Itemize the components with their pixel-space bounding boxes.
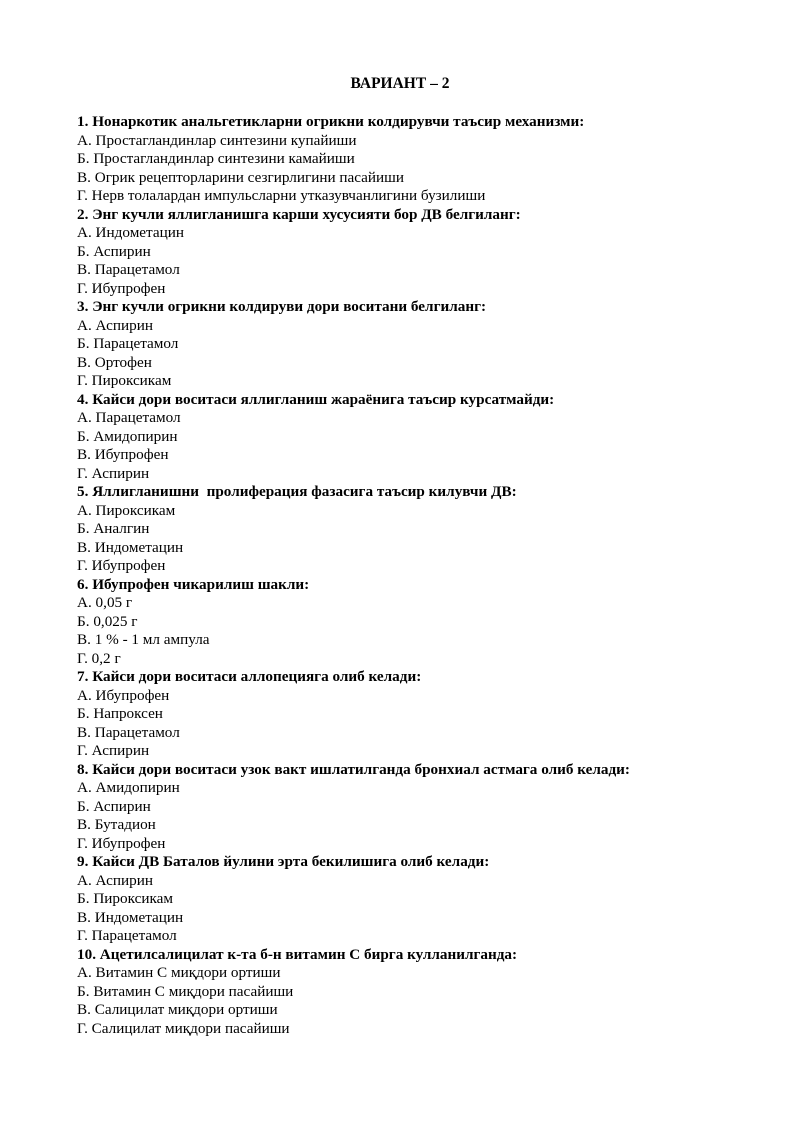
answer-option: В. Огрик рецепторларини сезгирлигини пасайиши	[77, 168, 404, 186]
answer-option: В. Ортофен	[77, 353, 152, 371]
answer-option: В. 1 % - 1 мл ампула	[77, 631, 210, 648]
answer-option: Б. Простагландинлар синтезини камайиши	[77, 150, 355, 167]
question-text: 3. Энг кучли огрикни колдируви дори воситани белгиланг:	[77, 298, 487, 315]
question-text: 5. Яллигланишни пролиферация фазасига таъсир килувчи ДВ:	[77, 483, 517, 500]
answer-option: Г. Ибупрофен	[77, 557, 166, 574]
answer-option: Б. Парацетамол	[77, 335, 179, 352]
answer-option: В. Индометацин	[77, 538, 184, 556]
answer-option: Г. Ибупрофен	[77, 279, 166, 297]
answer-option: Г. Аспирин	[77, 742, 150, 759]
answer-option: А. Ибупрофен	[77, 686, 170, 704]
question-block-4	[77, 391, 777, 484]
question-block-9	[77, 853, 777, 946]
question-block-1	[77, 113, 777, 206]
answer-option: А. Амидопирин	[77, 779, 180, 796]
question-block-3	[77, 298, 777, 391]
question-block-5	[77, 483, 777, 576]
question-text: 2. Энг кучли яллигланишга карши хусусияти бор ДВ белгиланг:	[77, 205, 521, 223]
question-text: 9. Кайси ДВ Баталов йулини эрта бекилишига олиб келади:	[77, 853, 490, 870]
question-list	[77, 113, 777, 1038]
answer-option: В. Бутадион	[77, 816, 156, 833]
answer-option: А. Простагландинлар синтезини купайиши	[77, 131, 357, 149]
question-block-7	[77, 668, 777, 761]
page-title: ВАРИАНТ – 2	[350, 75, 450, 92]
answer-option: Б. Аспирин	[77, 797, 151, 815]
answer-option: А. Парацетамол	[77, 409, 181, 426]
answer-option: А. Пироксикам	[77, 501, 176, 519]
answer-option: Г. Нерв толалардан импульсларни утказувчанлигини бузилиши	[77, 187, 486, 204]
answer-option: Г. Салицилат миқдори пасайиши	[77, 1019, 290, 1037]
answer-option: В. Парацетамол	[77, 723, 180, 741]
question-text: 6. Ибупрофен чикарилиш шакли:	[77, 575, 310, 593]
answer-option: В. Ибупрофен	[77, 446, 169, 463]
question-block-8	[77, 761, 777, 854]
question-text: 10. Ацетилсалицилат к-та б-н витамин С бирга кулланилганда:	[77, 945, 518, 963]
answer-option: А. Витамин С миқдори ортиши	[77, 964, 281, 981]
answer-option: Б. Витамин С миқдори пасайиши	[77, 982, 294, 1000]
question-block-6	[77, 576, 777, 669]
question-text: 1. Нонаркотик анальгетикларни огрикни колдирувчи таъсир механизми:	[77, 113, 585, 130]
answer-option: А. Аспирин	[77, 871, 153, 889]
answer-option: Б. Аналгин	[77, 520, 150, 537]
question-block-2	[77, 206, 777, 299]
answer-option: А. Индометацин	[77, 224, 184, 241]
answer-option: В. Салицилат миқдори ортиши	[77, 1001, 278, 1018]
answer-option: Г. Пироксикам	[77, 372, 172, 389]
question-text: 7. Кайси дори воситаси аллопецияга олиб келади:	[77, 668, 422, 685]
answer-option: Г. Аспирин	[77, 464, 150, 482]
question-text: 4. Кайси дори воситаси яллигланиш жараёнига таъсир курсатмайди:	[77, 390, 555, 408]
answer-option: Б. Амидопирин	[77, 427, 178, 445]
answer-option: В. Парацетамол	[77, 261, 180, 278]
answer-option: Б. Аспирин	[77, 242, 151, 260]
answer-option: Г. 0,2 г	[77, 649, 121, 667]
answer-option: Б. 0,025 г	[77, 612, 138, 630]
question-block-10	[77, 946, 777, 1039]
answer-option: Г. Ибупрофен	[77, 834, 166, 852]
answer-option: Б. Пироксикам	[77, 890, 173, 907]
answer-option: А. 0,05 г	[77, 594, 133, 611]
answer-option: В. Индометацин	[77, 908, 184, 926]
answer-option: А. Аспирин	[77, 316, 153, 334]
question-text: 8. Кайси дори воситаси узок вакт ишлатилганда бронхиал астмага олиб келади:	[77, 760, 630, 778]
answer-option: Б. Напроксен	[77, 705, 163, 722]
answer-option: Г. Парацетамол	[77, 927, 177, 944]
